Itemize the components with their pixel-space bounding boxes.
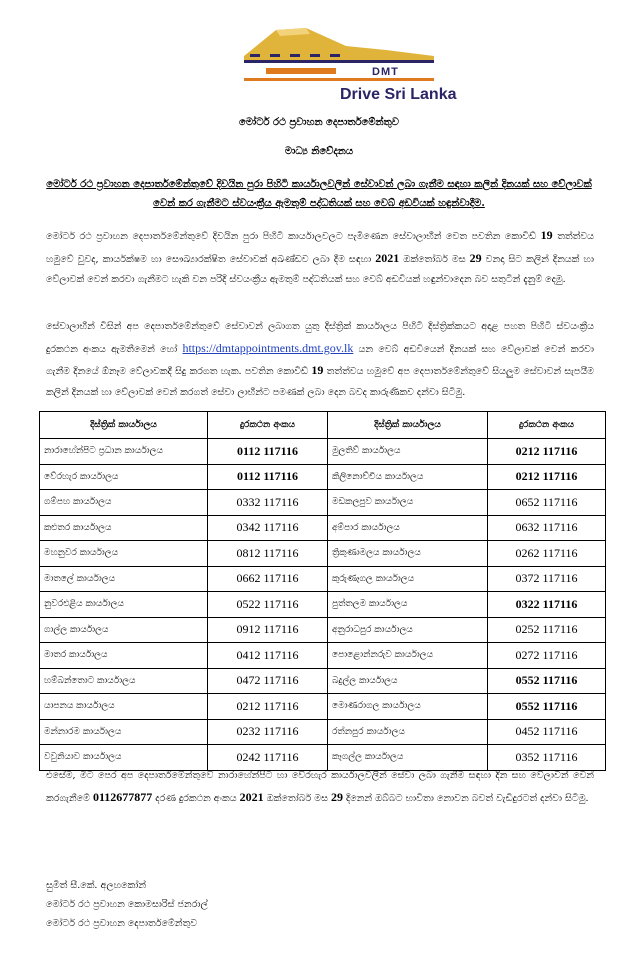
header-phone-number: දුරකථන අංකය	[208, 412, 328, 439]
phone-number-cell: 0912 117116	[208, 617, 328, 643]
office-name-cell: මඩකලපුව කාර්යාලය	[328, 490, 488, 516]
office-name-cell: වේරහැර කාර්යාලය	[40, 464, 208, 490]
phone-number-cell: 0212 117116	[208, 694, 328, 720]
table-row	[40, 541, 606, 567]
phone-number-cell: 0352 117116	[488, 745, 606, 771]
signatory-name: සුමිත් සී.කේ. අලහකෝන්	[46, 880, 147, 891]
paragraph-1-text-d: වනදා සිට කලින් දිනයක් හා වේලාවක් වෙන් කරවා ගැනීමට හැකි වන පරිදි ස්වයංක්‍රීය ඇමතුම් පද්ධතියක් සහ වෙබ් අඩවියක් හඳුන්වාදෙන බව සතුටින් දැනුම් දෙමු.	[46, 253, 594, 285]
office-name-cell: ත්‍රිකුණාමලය කාර්යාලය	[328, 541, 488, 567]
phone-number-cell: 0372 117116	[488, 566, 606, 592]
covid-number: 19	[311, 363, 324, 377]
office-name-cell: බදුල්ල කාර්යාලය	[328, 668, 488, 694]
dmt-logo	[236, 16, 457, 112]
phone-number-cell: 0322 117116	[488, 592, 606, 618]
table-row	[40, 515, 606, 541]
office-name-cell: වවුනියාව කාර්යාලය	[40, 745, 208, 771]
header-district-office: දිස්ත්‍රික් කාර්යාලය	[328, 412, 488, 439]
table-row	[40, 464, 606, 490]
paragraph-1-text-c: ඔක්තෝබර් මස	[399, 253, 470, 265]
table-row	[40, 592, 606, 618]
phone-number-cell: 0632 117116	[488, 515, 606, 541]
phone-number-cell: 0552 117116	[488, 668, 606, 694]
office-name-cell: පුත්තලම කාර්යාලය	[328, 592, 488, 618]
covid-number: 19	[540, 228, 553, 242]
media-release-title: මාධ්‍ය නිවේදනය	[284, 146, 354, 157]
phone-number-cell: 0272 117116	[488, 643, 606, 669]
district-offices-table	[39, 411, 606, 771]
phone-number-cell: 0212 117116	[488, 439, 606, 465]
phone-number-cell: 0662 117116	[208, 566, 328, 592]
office-name-cell: කුරුණෑගල කාර්යාලය	[328, 566, 488, 592]
phone-number-cell: 0262 117116	[488, 541, 606, 567]
paragraph-3-text-a: එසේම, මීට පෙර අප දෙපාර්තමේන්තුවේ නාරාහේන්පිට හා වේරහැර කාර්යාලවලින් සේවා ලබා ගැනීම සඳහා දින සහ වේලාවන් වෙන් කරගැනීමේ	[46, 770, 594, 804]
office-name-cell: අනුරාධපුර කාර්යාලය	[328, 617, 488, 643]
phone-number-cell: 0332 117116	[208, 490, 328, 516]
table-row	[40, 719, 606, 745]
paragraph-1-text-b: තත්ත්වය හමුවේ වුවද, කාර්යක්ෂම හා සෞඛ්‍යාරක්ෂිත සේවාවක් අඛණ්ඩව ලබා දීම සඳහා	[46, 231, 594, 265]
paragraph-3-text-b: දරණ දුරකථන අංකය	[152, 792, 240, 804]
office-name-cell: යාපනය කාර්යාලය	[40, 694, 208, 720]
paragraph-1-text-a: මෝටර් රථ ප්‍රවාහන දෙපාර්තමේන්තුවේ දිවයින පුරා පිහිටි කාර්යාලවලට පැමිණෙන සේවාලාභීන් වෙත පවතින කොවිඩ්	[46, 231, 541, 242]
phone-number-cell: 0472 117116	[208, 668, 328, 694]
header-district-office: දිස්ත්‍රික් කාර්යාලය	[40, 412, 208, 439]
old-phone-number: 0112677877	[92, 789, 153, 804]
day-number: 29	[469, 250, 482, 265]
phone-number-cell: 0812 117116	[208, 541, 328, 567]
signatory-title: මෝටර් රථ ප්‍රවාහන කොමසාරිස් ජනරාල්	[46, 899, 208, 910]
phone-number-cell: 0652 117116	[488, 490, 606, 516]
table-row	[40, 617, 606, 643]
office-name-cell: නුවරඑළිය කාර්යාලය	[40, 592, 208, 618]
phone-number-cell: 0112 117116	[208, 464, 328, 490]
paragraph-2	[46, 317, 594, 403]
table-row	[40, 439, 606, 465]
paragraph-3	[46, 766, 594, 809]
year-number: 2021	[375, 250, 400, 265]
office-name-cell: මුලතිව් කාර්යාලය	[328, 439, 488, 465]
phone-number-cell: 0212 117116	[488, 464, 606, 490]
department-title: මෝටර් රථ ප්‍රවාහන දෙපාර්තමේන්තුව	[239, 117, 399, 128]
paragraph-2-text-c: තත්ත්වය හමුවේ අප දෙපාර්තමේන්තුවේ සියලුම සේවාවන් සැපයීම කලින් දිනයක් හා වේලාවක් වෙන් කරගත් සේවා ලාභීන්ට පමණක් ලබා දෙන බවද කාරුණිකව දන්වා සිටිමු.	[46, 366, 595, 398]
phone-number-cell: 0412 117116	[208, 643, 328, 669]
office-name-cell: මන්නාරම කාර්යාලය	[40, 719, 208, 745]
header-phone-number: දුරකථන අංකය	[488, 412, 606, 439]
office-name-cell: ගම්පහ කාර්යාලය	[40, 490, 208, 516]
office-name-cell: නාරාහේන්පිට ප්‍රධාන කාර්යාලය	[40, 439, 208, 465]
phone-number-cell: 0242 117116	[208, 745, 328, 771]
appointments-link[interactable]: https://dmtappointments.dmt.gov.lk	[182, 340, 354, 355]
table-header-row	[40, 412, 606, 439]
logo-abbreviation: DMT	[372, 66, 399, 78]
office-name-cell: කිලිනොච්චිය කාර්යාලය	[328, 464, 488, 490]
table-row	[40, 566, 606, 592]
phone-number-cell: 0522 117116	[208, 592, 328, 618]
day-number: 29	[330, 789, 343, 804]
table-row	[40, 643, 606, 669]
paragraph-1	[46, 225, 594, 291]
table-row	[40, 694, 606, 720]
year-number: 2021	[239, 789, 264, 804]
phone-number-cell: 0342 117116	[208, 515, 328, 541]
office-name-cell: ගාල්ල කාර්යාලය	[40, 617, 208, 643]
office-name-cell: මහනුවර කාර්යාලය	[40, 541, 208, 567]
office-name-cell: කෑගල්ල කාර්යාලය	[328, 745, 488, 771]
office-name-cell: මොණරාගල කාර්යාලය	[328, 694, 488, 720]
office-name-cell: කළුතර කාර්යාලය	[40, 515, 208, 541]
office-name-cell: රත්නපුර කාර්යාලය	[328, 719, 488, 745]
phone-number-cell: 0452 117116	[488, 719, 606, 745]
phone-number-cell: 0552 117116	[488, 694, 606, 720]
paragraph-3-text-d: දිනෙන් ඔබ්බට භාවිතා නොවන බවත් වැඩිදුරටත් දන්වා සිටිමු.	[342, 792, 589, 804]
phone-number-cell: 0112 117116	[208, 439, 328, 465]
office-name-cell: පොළොන්නරුව කාර්යාලය	[328, 643, 488, 669]
office-name-cell: හම්බන්තොට කාර්යාලය	[40, 668, 208, 694]
office-name-cell: මාතර කාර්යාලය	[40, 643, 208, 669]
signatory-department: මෝටර් රථ ප්‍රවාහන දෙපාර්තමේන්තුව	[46, 918, 198, 929]
office-name-cell: අම්පාර කාර්යාලය	[328, 515, 488, 541]
table-row	[40, 490, 606, 516]
paragraph-3-text-c: ඔක්තෝබර් මස	[263, 792, 331, 804]
logo-tagline: Drive Sri Lanka	[340, 86, 457, 103]
paragraph-2-text-b: යන වෙබ් අඩවියෙන් දිනයක් සහ වේලාවක් වෙන් කරවා ගැනීම දිනයේ ඕනෑම වේලාවකදී සිදු කරගත හැක. පවතින කොවිඩ්	[46, 343, 594, 377]
headline: මෝටර් රථ ප්‍රවාහන දෙපාර්තමේන්තුවේ දිවයින පුරා පිහිටි කාර්යාලවලින් සේවාවන් ලබා ගැනීම සඳහා කලින් දිනයක් සහ වේලාවක් වෙන් කර ගැනීමට ස්වයංක්‍රීය ඇමතුම් පද්ධතියක් සහ වෙබ් අඩවියක් හඳුන්වාදීම.	[46, 179, 592, 209]
paragraph-2-text-a: සේවාලාභීන් විසින් අප දෙපාර්තමේන්තුවේ සේවාවන් ලබාගත යුතු දිස්ත්‍රික් කාර්යාලය පිහිටි දිස්ත්‍රික්කයට අදාළ පහත පිහිටි ස්වයංක්‍රීය දුරකථන අංකය ඇමතීමෙන් හෝ	[46, 321, 594, 355]
office-name-cell: මාතලේ කාර්යාලය	[40, 566, 208, 592]
phone-number-cell: 0252 117116	[488, 617, 606, 643]
phone-number-cell: 0232 117116	[208, 719, 328, 745]
table-row	[40, 668, 606, 694]
